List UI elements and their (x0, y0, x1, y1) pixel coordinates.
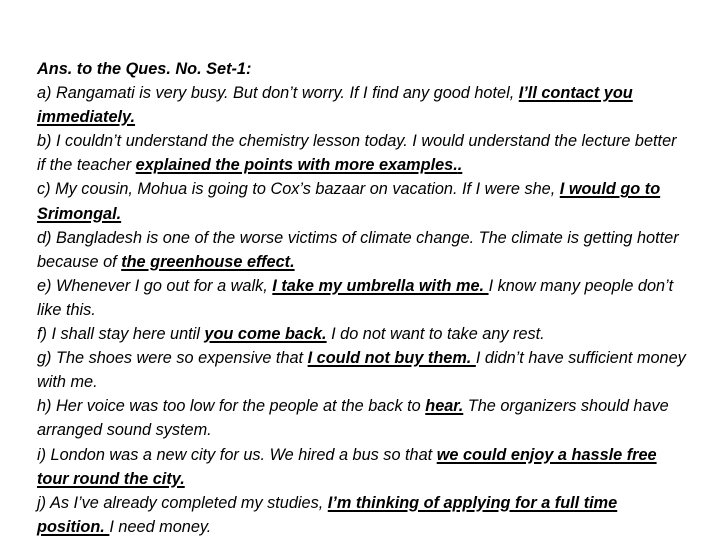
item-text-after: I didn’t have sufficient money with me. (37, 349, 686, 392)
answer-item-a (37, 81, 687, 129)
answer-item-h (37, 394, 687, 442)
item-answer: I take my umbrella with me. (272, 276, 489, 295)
item-text: e) Whenever I go out for a walk, (37, 276, 273, 295)
item-text: g) The shoes were so expensive that (37, 349, 308, 368)
item-answer: I’ll contact you immediately. (37, 84, 633, 127)
item-text: f) I shall stay here until (37, 325, 205, 344)
answer-item-c (37, 177, 687, 225)
answer-item-g (37, 346, 687, 394)
document-title: Ans. to the Ques. No. Set-1: (37, 60, 252, 78)
item-text: j) As I’ve already completed my studies, (37, 493, 328, 512)
item-text-after: I know many people don’t like this. (37, 276, 674, 319)
answer-item-i (37, 443, 687, 491)
item-answer: we could enjoy a hassle free tour round the city. (37, 445, 657, 488)
answer-item-b (37, 129, 687, 177)
item-answer: hear. (425, 397, 464, 416)
item-text: a) Rangamati is very busy. But don’t worry. If I find any good hotel, (37, 84, 519, 103)
item-text: c) My cousin, Mohua is going to Cox’s bazaar on vacation. If I were she, (37, 180, 560, 199)
item-answer: I’m thinking of applying for a full time position. (37, 493, 618, 536)
item-answer: explained the points with more examples. (135, 156, 458, 175)
item-text-after: The organizers should have arranged sound system. (37, 397, 669, 440)
answer-item-j (37, 491, 687, 539)
item-answer: you come back. (204, 325, 327, 344)
item-text-after: . (457, 156, 463, 175)
item-answer: I would go to Srimongal. (37, 180, 661, 223)
answer-item-d (37, 226, 687, 274)
item-answer: the greenhouse effect. (121, 252, 295, 271)
item-text: h) Her voice was too low for the people at the back to (37, 397, 426, 416)
item-text: d) Bangladesh is one of the worse victims of climate change. The climate is getting hotter because of (37, 228, 679, 271)
answer-item-e (37, 274, 687, 322)
item-text: i) London was a new city for us. We hired a bus so that (37, 445, 437, 464)
item-answer: I could not buy them. (307, 349, 476, 368)
item-text-after: I do not want to take any rest. (326, 325, 545, 344)
item-text-after: I need money. (109, 517, 212, 536)
answer-item-f (37, 322, 687, 346)
answer-document (37, 57, 687, 539)
item-text: b) I couldn’t understand the chemistry lesson today. I would understand the lecture better if the teacher (37, 132, 677, 175)
